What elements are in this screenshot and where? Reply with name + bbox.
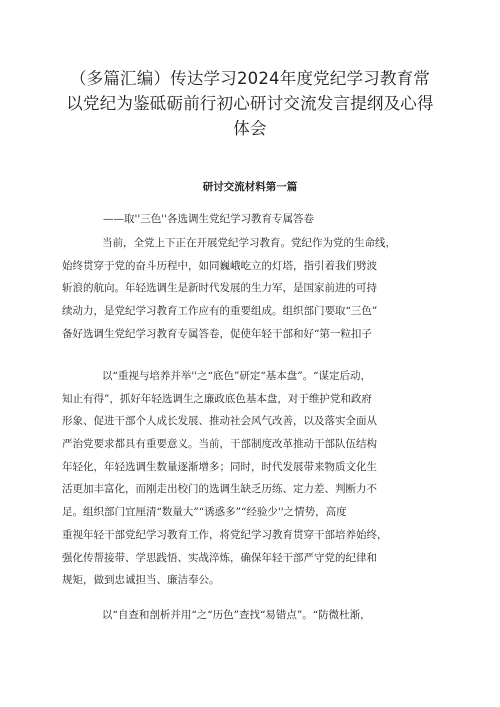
- paragraph-line: 足。组织部门宜厘清“数量大”“诱惑多”“经验少''之情势，高度: [62, 506, 347, 519]
- title-line: （多篇汇编）传达学习2024年度党纪学习教育常: [69, 69, 431, 88]
- paragraph-line: 年轻化，年轻选调生数量逐渐增多；同时，时代发展带来物质文化生: [62, 460, 377, 473]
- paragraph-line: 始终贯穿于党的奋斗历程中，如同巍峨屹立的灯塔，指引着我们劈波: [62, 259, 377, 272]
- title-line: 体会: [233, 119, 267, 138]
- paragraph-line: 知止有得”，抓好年轻选调生之廉政底色基本盘，对于维护党和政府: [62, 392, 372, 405]
- paragraph: [62, 604, 447, 627]
- paragraph-line: 续动力，是党纪学习教育工作应有的重要组成。组织部门要取“三色”: [62, 305, 378, 318]
- paragraph-line: 规矩，做到忠诚担当、廉洁奉公。: [62, 574, 220, 587]
- paragraph: [62, 365, 447, 592]
- paragraph-line: 备好选调生党纪学习教育专属答卷，促使年轻干部和好“第一粒扣子: [62, 327, 372, 340]
- document-subtitle: ——取''三色''各选调生党纪学习教育专属答卷: [103, 213, 315, 225]
- paragraph-line: 当前，全党上下正在开展党纪学习教育。党纪作为党的生命线，: [102, 237, 396, 249]
- title-line: 以党纪为鉴砥砺前行初心研讨交流发言提纲及心得: [66, 94, 434, 113]
- paragraph-line: 形象、促进干部个人成长发展、推动社会风气改善，以及落实全面从: [62, 415, 377, 428]
- paragraph-line: 重视年轻干部党纪学习教育工作，将党纪学习教育贯穿干部培养始终，: [62, 528, 388, 541]
- paragraph-line: 斩浪的航向。年轻选调生是新时代发展的生力军，是国家前进的可持: [62, 282, 377, 295]
- section-heading: 研讨交流材料第一篇: [202, 181, 298, 193]
- paragraph: [62, 232, 447, 345]
- paragraph-line: 以“重视与培养并举''之“底色”研定“基本盘”。“谋定后动，: [102, 370, 371, 382]
- document-title: [50, 66, 450, 141]
- paragraph-line: 强化传帮接带、学思践悟、实战淬炼，确保年轻干部严守党的纪律和: [62, 551, 377, 564]
- paragraph-line: 严治党要求都具有重要意义。当前，干部制度改革推动干部队伍结构: [62, 438, 377, 451]
- paragraph-line: 活更加丰富化，而刚走出校门的选调生缺乏历练、定力差、判断力不: [62, 483, 377, 496]
- paragraph-line: 以“自查和剖析并用“之“历色”查找“易错点”。“防微杜渐，: [102, 609, 371, 621]
